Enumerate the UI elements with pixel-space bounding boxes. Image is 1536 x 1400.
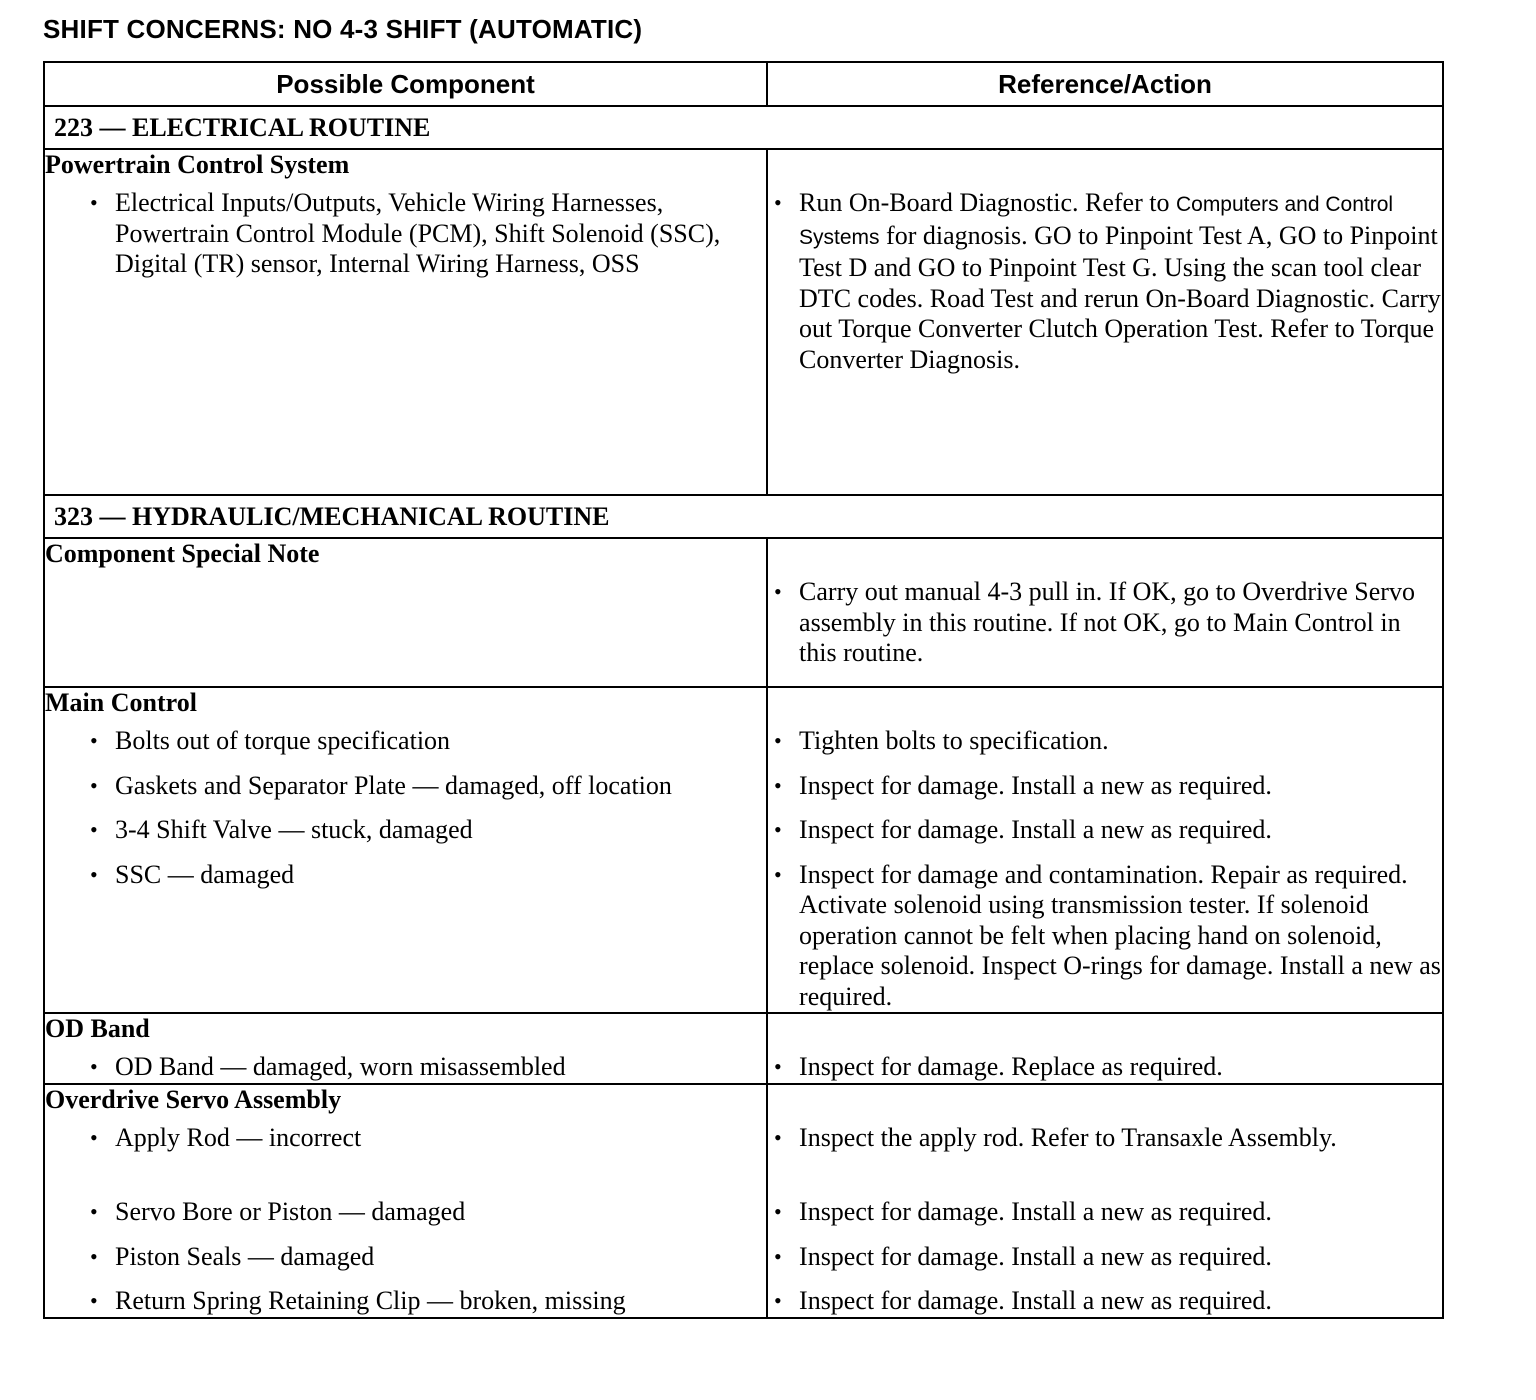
action-text: Inspect for damage. Install a new as required. (799, 1241, 1272, 1271)
list-item (768, 1286, 1442, 1317)
column-header-component: Possible Component (44, 62, 767, 106)
list-item (768, 577, 1442, 669)
list-item (768, 815, 1442, 846)
section-row-od-band (44, 1013, 1443, 1084)
list-item (768, 1242, 1442, 1273)
action-cell (767, 1084, 1443, 1318)
action-text: Inspect for damage. Replace as required. (799, 1052, 1223, 1081)
bullet-icon: • (90, 1199, 98, 1224)
list-item (45, 1286, 766, 1317)
section-title: Main Control (45, 688, 197, 717)
component-cell (44, 687, 767, 1013)
section-title: Powertrain Control System (45, 150, 350, 179)
component-cell (44, 149, 767, 495)
action-text-post: for diagnosis. GO to Pinpoint Test A, GO to Pinpoint Test D and GO to Pinpoint Test G. Using the scan tool clear DTC codes. Road Test and rerun On-Board Diagnostic. Carry out Torque Converter Clutch Operation Test. Refer to Torque Converter Diagnosis. (799, 220, 1441, 374)
bullet-icon: • (774, 1054, 782, 1079)
section-title: OD Band (45, 1014, 150, 1043)
action-text: Inspect for damage. Install a new as required. (799, 770, 1272, 800)
page-title: SHIFT CONCERNS: NO 4-3 SHIFT (AUTOMATIC) (43, 14, 643, 44)
bullet-icon: • (90, 817, 98, 842)
bullet-icon: • (90, 1054, 98, 1079)
routine-header-electrical (44, 106, 1443, 149)
bullet-icon: • (774, 728, 782, 753)
list-item (45, 1242, 766, 1273)
section-title: Component Special Note (45, 539, 320, 568)
list-item (768, 860, 1442, 1013)
bullet-icon: • (774, 772, 782, 798)
action-cell (767, 149, 1443, 495)
routine-title: 223 — ELECTRICAL ROUTINE (44, 106, 1443, 149)
component-text: SSC — damaged (115, 859, 295, 889)
bullet-icon: • (774, 1124, 782, 1150)
header-row (44, 62, 1443, 106)
list-item (45, 1052, 766, 1083)
action-text: Carry out manual 4-3 pull in. If OK, go to Overdrive Servo assembly in this routine. If not OK, go to Main Control in this routine. (799, 577, 1415, 667)
list-item (45, 188, 766, 280)
list-item (768, 1197, 1442, 1228)
component-cell (44, 1013, 767, 1084)
list-item (768, 1123, 1442, 1154)
action-text: Inspect for damage. Install a new as required. (799, 1286, 1272, 1315)
list-item (768, 771, 1442, 802)
component-text: Bolts out of torque specification (115, 726, 451, 755)
action-text: Inspect for damage and contamination. Repair as required. Activate solenoid using transmission tester. If solenoid operation cannot be felt when placing hand on solenoid, replace solenoid. Inspect O-rings for damage. Install a new as required. (799, 859, 1441, 1011)
component-cell (44, 538, 767, 687)
list-item (768, 188, 1442, 375)
bullet-icon: • (90, 1288, 98, 1313)
bullet-icon: • (774, 1243, 782, 1269)
list-item (45, 771, 766, 802)
list-item (768, 726, 1442, 757)
section-row-main-control (44, 687, 1443, 1013)
action-text: Inspect the apply rod. Refer to Transaxle Assembly. (799, 1122, 1337, 1152)
bullet-icon: • (90, 1243, 98, 1269)
component-text: Gaskets and Separator Plate — damaged, off location (115, 770, 672, 800)
section-row-powertrain (44, 149, 1443, 495)
section-title: Overdrive Servo Assembly (45, 1084, 342, 1114)
diagnosis-table (43, 61, 1444, 1319)
component-text: Electrical Inputs/Outputs, Vehicle Wiring Harnesses, Powertrain Control Module (PCM), Shift Solenoid (SSC), Digital (TR) sensor, Internal Wiring Harness, OSS (115, 188, 721, 278)
list-item (768, 1052, 1442, 1083)
bullet-icon: • (90, 728, 98, 753)
column-header-action: Reference/Action (767, 62, 1443, 106)
routine-title: 323 — HYDRAULIC/MECHANICAL ROUTINE (44, 495, 1443, 538)
action-cell (767, 1013, 1443, 1084)
list-item (45, 815, 766, 846)
component-text: 3-4 Shift Valve — stuck, damaged (115, 815, 473, 844)
action-text: Inspect for damage. Install a new as required. (799, 1197, 1272, 1226)
component-text: Servo Bore or Piston — damaged (115, 1197, 466, 1226)
component-text: OD Band — damaged, worn misassembled (115, 1052, 566, 1081)
action-cell (767, 687, 1443, 1013)
section-row-servo (44, 1084, 1443, 1318)
bullet-icon: • (774, 861, 782, 887)
bullet-icon: • (774, 817, 782, 842)
bullet-icon: • (774, 579, 782, 604)
bullet-icon: • (90, 861, 98, 887)
component-text: Return Spring Retaining Clip — broken, missing (115, 1286, 626, 1315)
action-cell (767, 538, 1443, 687)
list-item (45, 860, 766, 891)
routine-header-hydraulic (44, 495, 1443, 538)
component-text: Piston Seals — damaged (115, 1241, 375, 1271)
action-text (799, 188, 1442, 375)
action-text: Inspect for damage. Install a new as required. (799, 815, 1272, 844)
list-item (45, 1197, 766, 1228)
bullet-icon: • (90, 190, 98, 215)
bullet-icon: • (774, 1199, 782, 1224)
component-cell (44, 1084, 767, 1318)
reference-link: Computers and Control Systems (799, 193, 1394, 249)
bullet-icon: • (774, 1288, 782, 1313)
bullet-icon: • (774, 190, 782, 215)
bullet-icon: • (90, 1124, 98, 1150)
component-text: Apply Rod — incorrect (115, 1122, 362, 1152)
list-item (45, 726, 766, 757)
action-text: Tighten bolts to specification. (799, 726, 1109, 755)
action-text-pre: Run On-Board Diagnostic. Refer to (799, 188, 1176, 217)
bullet-icon: • (90, 772, 98, 798)
section-row-special-note (44, 538, 1443, 687)
list-item (45, 1123, 766, 1154)
